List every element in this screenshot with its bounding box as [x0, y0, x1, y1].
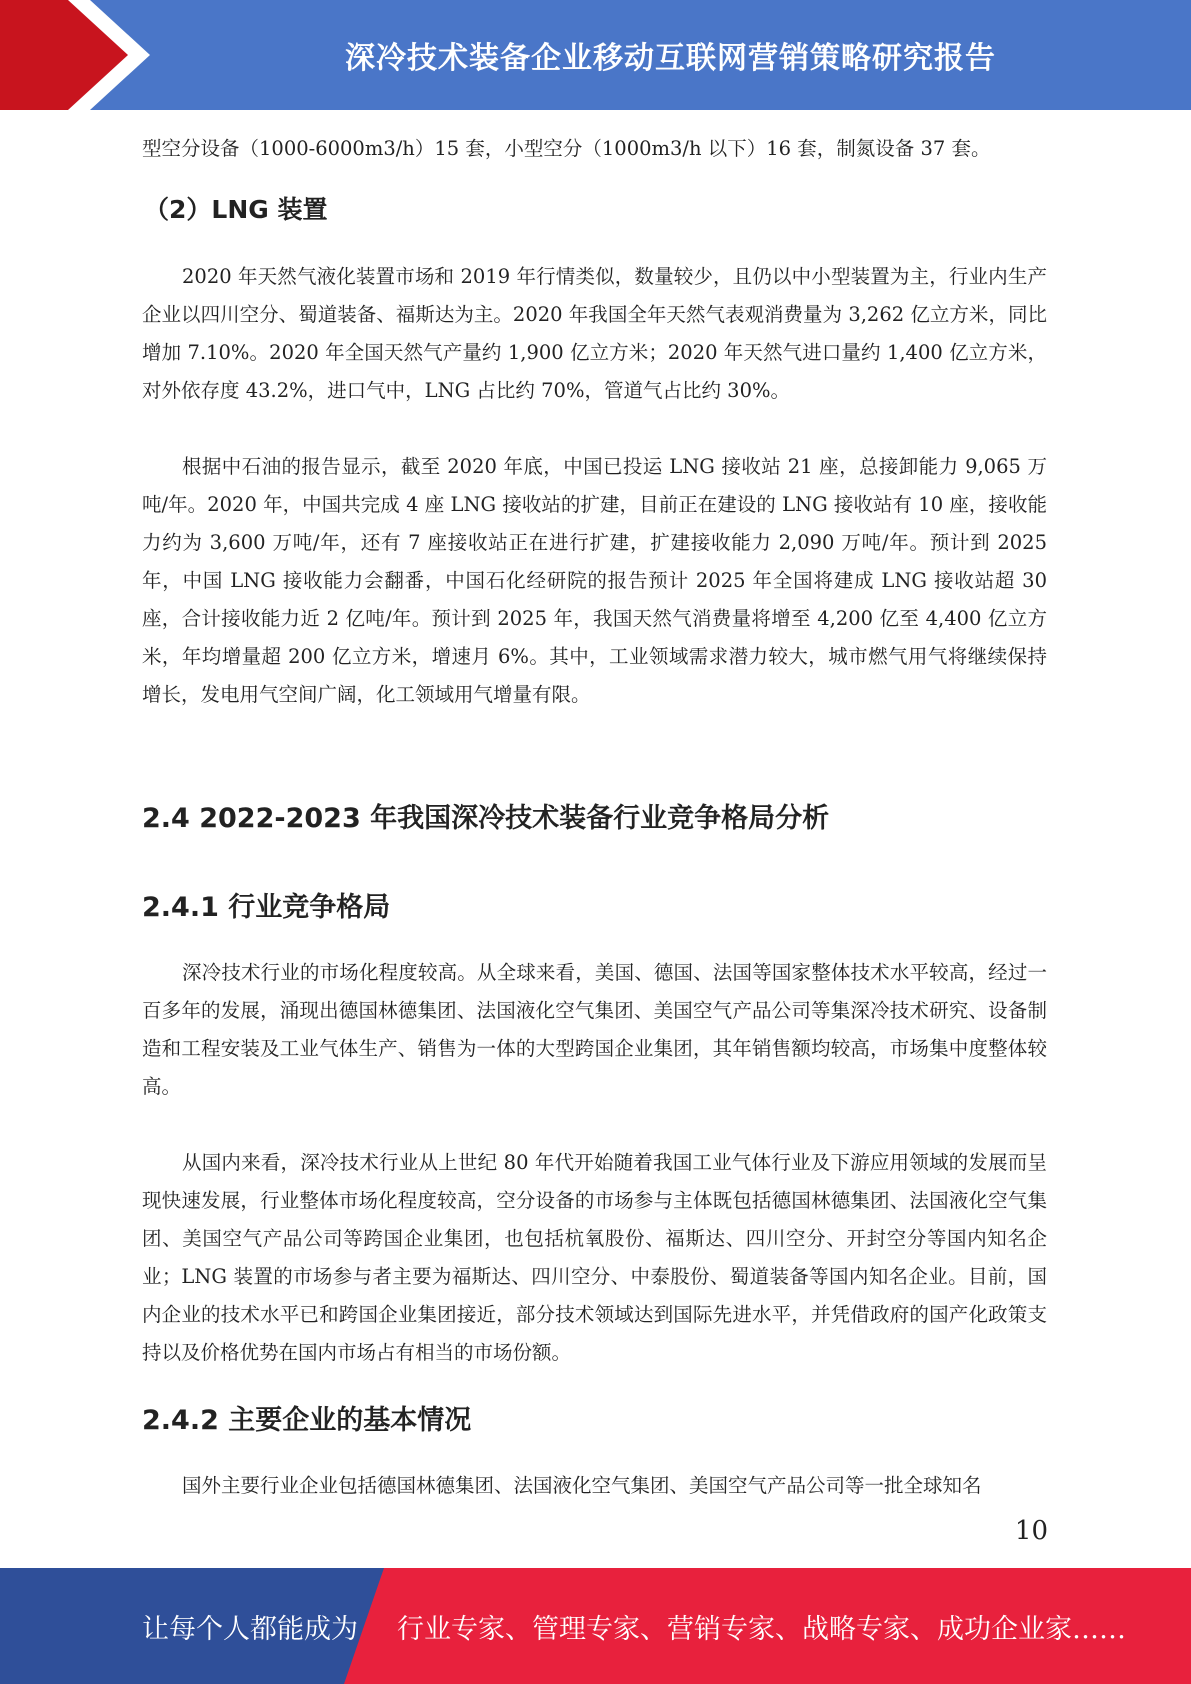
subsection-heading-2-4-2: 2.4.2 主要企业的基本情况: [142, 1405, 472, 1436]
footer-slogan-left: 让每个人都能成为: [142, 1613, 358, 1645]
competition-paragraph-2: 从国内来看，深冷技术行业从上世纪 80 年代开始随着我国工业气体行业及下游应用领域的发展而呈现快速发展，行业整体市场化程度较高，空分设备的市场参与主体既包括德国林德集团、法国液化空气集团、美国空气产品公司等跨国企业集团，也包括杭氧股份、福斯达、四川空分、开封空分等国内知名企业；LNG 装置的市场参与者主要为福斯达、四川空分、中泰股份、蜀道装备等国内知名企业。目前，国内企业的技术水平已和跨国企业集团接近，部分技术领域达到国际先进水平，并凭借政府的国产化政策支持以及价格优势在国内市场占有相当的市场份额。: [142, 1151, 1047, 1364]
footer-slogan-right: 行业专家、管理专家、营销专家、战略专家、成功企业家……: [397, 1613, 1126, 1645]
competition-paragraph-1: 深冷技术行业的市场化程度较高。从全球来看，美国、德国、法国等国家整体技术水平较高，经过一百多年的发展，涌现出德国林德集团、法国液化空气集团、美国空气产品公司等集深冷技术研究、设备制造和工程安装及工业气体生产、销售为一体的大型跨国企业集团，其年销售额均较高，市场集中度整体较高。: [142, 961, 1047, 1098]
page-number: 10: [1014, 1516, 1048, 1546]
lng-paragraph-1: 2020 年天然气液化装置市场和 2019 年行情类似，数量较少，且仍以中小型装置为主，行业内生产企业以四川空分、蜀道装备、福斯达为主。2020 年我国全年天然气表观消费量为 3,262 亿立方米，同比增加 7.10%。2020 年全国天然气产量约 1,900 亿立方米；2020 年天然气进口量约 1,400 亿立方米，对外依存度 43.2%，进口气中，LNG 占比约 70%，管道气占比约 30%。: [142, 265, 1047, 402]
header-arrow-icon: [0, 0, 160, 110]
lng-heading: （2）LNG 装置: [144, 195, 328, 224]
document-body: [142, 130, 1047, 1505]
page-header: [0, 0, 1191, 110]
intro-line: 型空分设备（1000-6000m3/h）15 套，小型空分（1000m3/h 以下）16 套，制氮设备 37 套。: [142, 137, 991, 160]
section-heading: 2.4 2022-2023 年我国深冷技术装备行业竞争格局分析: [142, 803, 830, 834]
header-title: 深冷技术装备企业移动互联网营销策略研究报告: [345, 41, 996, 76]
subsection-heading-2-4-1: 2.4.1 行业竞争格局: [142, 892, 391, 923]
lng-paragraph-2: 根据中石油的报告显示，截至 2020 年底，中国已投运 LNG 接收站 21 座，总接卸能力 9,065 万吨/年。2020 年，中国共完成 4 座 LNG 接收站的扩建，目前正在建设的 LNG 接收站有 10 座，接收能力约为 3,600 万吨/年，还有 7 座接收站正在进行扩建，扩建接收能力 2,090 万吨/年。预计到 2025 年，中国 LNG 接收能力会翻番，中国石化经研院的报告预计 2025 年全国将建成 LNG 接收站超 30 座，合计接收能力近 2 亿吨/年。预计到 2025 年，我国天然气消费量将增至 4,200 亿至 4,400 亿立方米，年均增量超 200 亿立方米，增速月 6%。其中，工业领域需求潜力较大，城市燃气用气将继续保持增长，发电用气空间广阔，化工领域用气增量有限。: [142, 455, 1047, 706]
page-footer: [0, 1568, 1191, 1684]
companies-paragraph-1: 国外主要行业企业包括德国林德集团、法国液化空气集团、美国空气产品公司等一批全球知名: [182, 1474, 982, 1497]
